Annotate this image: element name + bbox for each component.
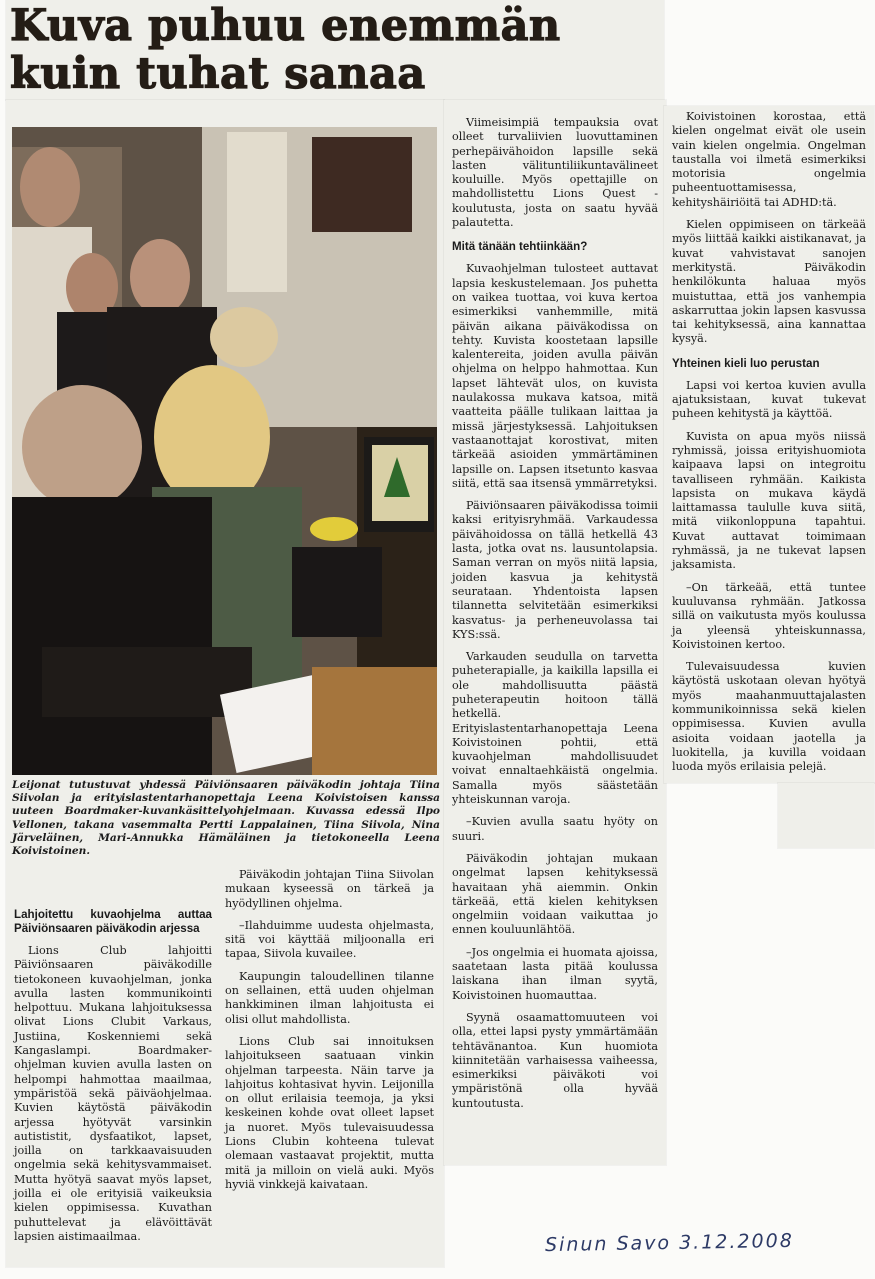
photo-caption: Leijonat tutustuvat yhdessä Päiviönsaaren päiväkodin johtaja Tiina Siivolan ja erityislastentarhanopettaja Leena Koivistoisen kanssa uuteen Boardmaker-kuvankäsittelyohjelmaan. Kuvassa edessä Ilpo Vellonen, takana vasemmalta Pertti Lappalainen, Tiina Siivola, Nina Järveläinen, Mari-Annukka Hämäläinen ja tietokoneella Leena Koivistoinen. [12, 779, 440, 858]
column-2-paragraph: Päiväkodin johtajan Tiina Siivolan mukaan kyseessä on tärkeä ja hyödyllinen ohjelma. [225, 868, 434, 910]
column-4-paragraph: Koivistoinen korostaa, että kielen ongelmat eivät ole usein vain kielen ongelmia. Ongelman taustalla voi ilmetä esimerkiksi motorisia ongelmia puheentuottamisessa, kehityshäiriöitä tai ADHD:tä. [672, 110, 866, 209]
column-3-paragraph: Päiviönsaaren päiväkodissa toimii kaksi erityisryhmää. Varkaudessa päivähoidossa on tällä hetkellä 43 lasta, jotka ovat ns. lausuntolapsia. Saman verran on myös niitä lapsia, joiden kasvua ja kehitystä seurataan. Yhdentoista lapsen tilannetta selvitetään esimerkiksi kasvatus- ja perheneuvolassa tai KYS:ssä. [452, 499, 658, 641]
column-3-heading: Mitä tänään tehtiinkään? [452, 240, 588, 254]
column-3-paragraph: –Jos ongelmia ei huomata ajoissa, saatetaan lasta pitää koulussa laiskana ihan ilman syytä, Koivistoinen huomauttaa. [452, 945, 658, 1002]
column-3 [444, 112, 666, 1123]
column-4-paragraph: Kuvista on apua myös niissä ryhmissä, joissa erityishuomiota kaipaava lapsi on integroitu tavalliseen ryhmään. Kaikista lapsista on mukava käydä laittamassa taululle kuva siitä, mitä viikonloppuna tapahtui. Kuvat auttavat toimimaan ryhmässä, ja ne tukevat lapsen jaksamista. [672, 429, 866, 572]
column-4-paragraph: Tulevaisuudessa kuvien käytöstä uskotaan olevan hyötyä myös maahanmuuttajalasten kommunikoinnissa sekä kielen oppimisessa. Kuvien avulla asioita voidaan jaotella ja luokitella, ja kuvilla voidaan luoda myös erilaisia pelejä. [672, 660, 866, 774]
column-2-paragraph: Lions Club sai innoituksen lahjoitukseen saatuaan vinkin ohjelman tarpeesta. Näin tarve ja lahjoitus kohtasivat hyvin. Leijonilla on ollut erilaisia teemoja, ja yksi keskeinen kohde ovat olleet lapset ja nuoret. Myös tulevaisuudessa Lions Clubin kohteena tulevat olemaan vastaavat projektit, mutta mitä ja milloin on vielä auki. Myös hyviä vinkkejä kaivataan. [225, 1034, 434, 1191]
article-photo [12, 127, 437, 775]
column-3-intro: Viimeisimpiä tempauksia ovat olleet turvaliivien luovuttaminen perhepäivähoidon lapsille sekä lasten välituntiliikuntavälineet kouluille. Myös opettajille on mahdollistettu Lions Quest -koulutusta, josta on saatu hyvää palautetta. [452, 116, 658, 230]
column-1-heading: Lahjoitettu kuvaohjelma auttaa Päiviönsaaren päiväkodin arjessa [14, 908, 212, 935]
column-1-paragraph: Lions Club lahjoitti Päiviönsaaren päiväkodille tietokoneen kuvaohjelman, jonka avulla lasten kommunikointi helpottuu. Mukana lahjoituksessa olivat Lions Clubit Varkaus, Justiina, Koskenniemi sekä Kangaslampi. Boardmaker-ohjelman kuvien avulla lasten on helpompi hahmottaa maailmaa, ympäristöä sekä päiväohjelmaa. Kuvien käytöstä päiväkodin arjessa hyötyvät varsinkin autististit, dysfaatikot, lapset, joilla on tarkkaavaisuuden ongelmia sekä kehitysvammaiset. Mutta hyötyä saavat myös lapset, joilla ei ole erityisiä vaikeuksia kielen oppimisessa. Kuvathan puhuttelevat ja elävöittävät lapsien aistimaailmaa. [14, 944, 212, 1243]
photo-illustration [12, 127, 437, 775]
column-2-paragraph: –Ilahduimme uudesta ohjelmasta, sitä voi käyttää miljoonalla eri tapaa, Siivola kuvailee. [225, 918, 434, 961]
column-2-paragraph: Kaupungin taloudellinen tilanne on sellainen, että uuden ohjelman hankkiminen ilman lahjoitusta ei olisi ollut mahdollista. [225, 969, 434, 1026]
handwritten-source-date: Sinun Savo 3.12.2008 [544, 1229, 795, 1257]
column-4-paragraph: Lapsi voi kertoa kuvien avulla ajatuksistaan, kuvat tukevat puheen kehitystä ja käyttöä. [672, 378, 866, 421]
column-4-heading: Yhteinen kieli luo perustan [672, 356, 820, 370]
column-1 [6, 896, 220, 1256]
column-3-paragraph: Kuvaohjelman tulosteet auttavat lapsia keskustelemaan. Jos puhetta on vaikea tuottaa, voi kuva kertoa esimerkiksi vanhemmille, mitä päivän aikana päiväkodissa on tehty. Kuvista koostetaan lapsille kalentereita, joiden avulla päivän ohjelma on helppo hahmottaa. Kun lapset lähtevät ulos, on kuvista naulakossa mukava katsoa, mitä vaatteita päälle tulikaan laittaa ja missä järjestyksessä. Lahjoituksen vastaanottajat korostivat, miten tärkeää asioiden ymmärtäminen lapsille on. Lapsen itsetunto kasvaa siitä, että saa itsensä ymmärretyksi. [452, 262, 658, 490]
headline: Kuva puhuu enemmän kuin tuhat sanaa [10, 1, 561, 99]
column-4 [664, 106, 874, 786]
column-2 [217, 864, 442, 1204]
column-4-paragraph: Kielen oppimiseen on tärkeää myös liittää kaikki aistikanavat, ja kuvat vahvistavat sanojen merkitystä. Päiväkodin henkilökunta haluaa myös muistuttaa, että jos vanhempia askarruttaa jokin lapsen kasvussa tai kehityksessä, aina kannattaa kysyä. [672, 218, 866, 346]
column-4-paragraph: –On tärkeää, että tuntee kuuluvansa ryhmään. Jatkossa sillä on vaikutusta myös koulussa ja yleensä yhteiskunnassa, Koivistoinen kertoo. [672, 580, 866, 651]
clip-scrap [778, 783, 874, 848]
column-3-paragraph: Varkauden seudulla on tarvetta puheterapialle, ja kaikilla lapsilla ei ole mahdollisuutta päästä puheterapeutin hoitoon tällä hetkellä. Erityislastentarhanopettaja Leena Koivistoinen pohtii, että kuvaohjelman mahdollisuudet voivat ennaltaehkäistä ongelmia. Samalla myös säästetään yhteiskunnan varoja. [452, 650, 658, 807]
column-3-paragraph: Syynä osaamattomuuteen voi olla, ettei lapsi pysty ymmärtämään tehtävänantoa. Kun huomiota kiinnitetään varhaisessa vaiheessa, esimerkiksi päiväkoti voi ympäristönä olla hyvää kuntoutusta. [452, 1010, 658, 1110]
column-3-paragraph: –Kuvien avulla saatu hyöty on suuri. [452, 815, 658, 843]
column-3-paragraph: Päiväkodin johtajan mukaan ongelmat lapsen kehityksessä havaitaan yhä aiemmin. Onkin tärkeää, että kielen kehityksen ongelmiin voidaan vaikuttaa jo ennen kouluunlähtöä. [452, 851, 658, 937]
